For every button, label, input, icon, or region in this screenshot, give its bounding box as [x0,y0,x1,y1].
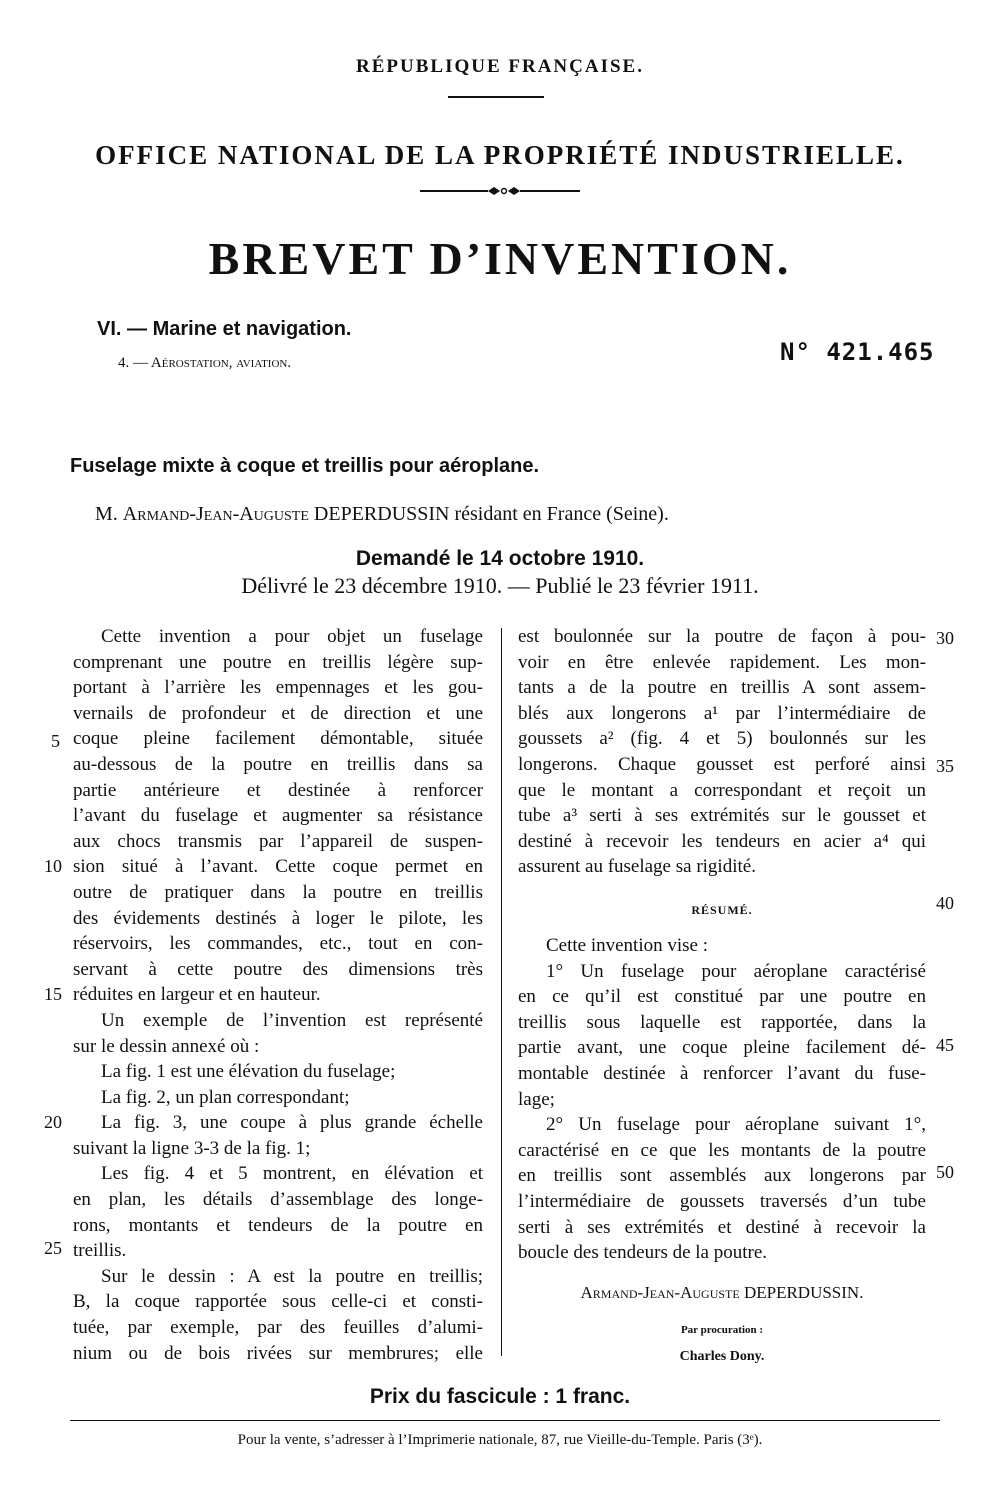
line-number: 5 [51,731,60,751]
inventor-line [95,503,669,526]
text-line: vernails de profondeur et de direction et une [73,702,483,724]
line-number: 25 [44,1238,62,1258]
text-line: Cette invention vise : [546,935,709,956]
classification-subgroup: 4. — Aérostation, aviation. [118,355,292,371]
signature-line [518,1283,926,1303]
demande-date: Demandé le 14 octobre 1910. [355,547,645,570]
text-line: l’intermédiaire de goussets traversés d’un tube [518,1190,926,1212]
text-line: destiné à recevoir les tendeurs en acier a⁴ qui [518,830,926,852]
text-line: que le montant a correspondant et reçoit un [518,779,926,801]
line-number: 35 [936,756,954,776]
text-line: La fig. 1 est une élévation du fuselage; [101,1061,396,1083]
text-line: réduites en largeur et en hauteur. [73,984,321,1006]
text-line: tants a de la poutre en treillis A sont assem- [518,677,926,699]
republique-heading: RÉPUBLIQUE FRANÇAISE. [356,56,644,77]
text-line: en ce qu’il est constitué par une poutre en [518,986,926,1008]
text-line: assurent au fuselage sa rigidité. [518,856,756,878]
patent-subject: Fuselage mixte à coque et treillis pour aéroplane. [70,455,540,477]
text-line: La fig. 3, une coupe à plus grande échelle [101,1112,483,1134]
line-number: 30 [936,628,954,648]
text-line: Un exemple de l’invention est représenté [101,1009,483,1031]
text-line: 2° Un fuselage pour aéroplane suivant 1°, [546,1114,926,1136]
text-line: suivant la ligne 3-3 de la fig. 1; [73,1137,311,1159]
text-line: boucle des tendeurs de la poutre. [518,1242,768,1264]
agent-name: Charles Dony. [679,1349,765,1364]
text-line: l’avant du fuselage et augmenter sa résistance [73,805,483,827]
text-line: coque pleine facilement démontable, située [73,728,483,750]
text-line: goussets a² (fig. 4 et 5) boulonnés sur les [518,728,926,750]
left-text-column [73,624,483,1366]
text-line: des évidements destinés à loger le pilote, les [73,907,483,929]
inventor-prefix: M. [95,503,123,525]
text-line: sur le dessin annexé où : [73,1035,260,1057]
delivre-publie-date: Délivré le 23 décembre 1910. — Publié le 23 février 1911. [241,573,759,598]
text-line: partie antérieure et destinée à renforcer [73,779,483,801]
text-line: au-dessous de la poutre en treillis dans sa [73,753,483,775]
text-line: rons, montants et tendeurs de la poutre en [73,1214,483,1236]
column-divider [501,628,502,1356]
right-text-column [518,624,926,880]
inventor-residence: résidant en France (Seine). [454,503,669,525]
office-heading: OFFICE NATIONAL DE LA PROPRIÉTÉ INDUSTRIELLE. [95,140,905,170]
text-line: est boulonnée sur la poutre de façon à pou- [518,626,926,647]
text-line: portant à l’arrière les empennages et les gou- [73,677,483,699]
text-line: lage; [518,1088,555,1110]
text-line: tuée, par exemple, par des feuilles d’alumi- [73,1317,483,1339]
footer-rule [70,1420,940,1421]
text-line: en treillis sont assemblés aux longerons par [518,1165,926,1187]
line-number: 10 [44,856,62,876]
resume-heading: RÉSUMÉ. [691,903,753,917]
line-number: 50 [936,1162,954,1182]
text-line: Sur le dessin : A est la poutre en treillis; [101,1265,483,1287]
text-line: outre de pratiquer dans la poutre en treillis [73,881,483,903]
inventor-surname: DEPERDUSSIN [308,503,455,525]
text-line: serti à ses extrémités et destiné à recevoir la [518,1216,926,1238]
text-line: blés aux longerons a¹ par l’intermédiaire de [518,702,926,724]
price-line: Prix du fascicule : 1 franc. [369,1385,631,1408]
signature-surname: DEPERDUSSIN. [739,1283,864,1302]
text-line: aux chocs transmis par l’appareil de suspen- [73,830,483,852]
line-number: 40 [936,893,954,913]
text-line: B, la coque rapportée sous celle-ci et consti- [73,1291,483,1313]
text-line: comprenant une poutre en treillis légère sup- [73,651,483,673]
resume-text-column [518,933,926,1266]
text-line: caractérisé en ce que les montants de la poutre [518,1139,926,1161]
document-title: BREVET D’INVENTION. [208,233,792,284]
text-line: montable destinée à renforcer l’avant du fuse- [518,1062,926,1084]
text-line: Les fig. 4 et 5 montrent, en élévation et [101,1163,483,1185]
patent-number: N° 421.465 [780,338,935,366]
ornament-divider [420,184,580,198]
text-line: 1° Un fuselage pour aéroplane caractérisé [546,960,926,982]
text-line: sion situé à l’avant. Cette coque permet en [73,856,483,878]
text-line: Cette invention a pour objet un fuselage [101,626,483,647]
line-number: 15 [44,984,62,1004]
text-line: partie avant, une coque pleine facilement dé- [518,1037,926,1059]
signature-given-names: Armand-Jean-Auguste [580,1283,740,1302]
classification-group: VI. — Marine et navigation. [97,318,352,340]
sales-address: Pour la vente, s’adresser à l’Imprimerie nationale, 87, rue Vieille-du-Temple. Paris (3ᵉ). [237,1432,763,1448]
text-line: nium ou de bois rivées sur membrures; elle [73,1342,483,1364]
procuration-label: Par procuration : [680,1324,764,1336]
line-number: 20 [44,1112,62,1132]
text-line: voir en être enlevée rapidement. Les mon- [518,651,926,673]
text-line: treillis. [73,1240,127,1262]
divider-rule [448,96,544,98]
text-line: réservoirs, les commandes, etc., tout en con- [73,933,483,955]
text-line: La fig. 2, un plan correspondant; [101,1086,350,1108]
text-line: en plan, les détails d’assemblage des longe- [73,1189,483,1211]
line-number: 45 [936,1035,954,1055]
inventor-given-names: Armand-Jean-Auguste [122,503,309,525]
text-line: longerons. Chaque gousset est perforé ainsi [518,753,926,775]
text-line: servant à cette poutre des dimensions très [73,958,483,980]
text-line: tube a³ serti à ses extrémités sur le gousset et [518,805,926,827]
text-line: treillis sous laquelle est rapportée, dans la [518,1011,926,1033]
